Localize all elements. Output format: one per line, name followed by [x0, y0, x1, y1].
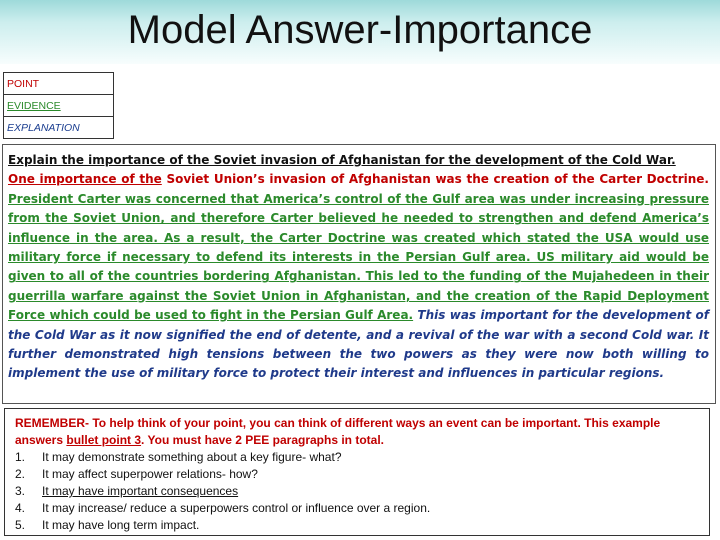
list-text: It may have important consequences	[42, 484, 239, 498]
list-item	[15, 449, 703, 466]
list-text: It may have long term impact.	[42, 518, 200, 532]
remember-intro	[15, 415, 703, 449]
remember-bullet-ref: bullet point 3	[66, 433, 142, 447]
list-number: 5.	[15, 518, 26, 532]
key-evidence: EVIDENCE	[4, 95, 114, 117]
list-number: 4.	[15, 501, 26, 515]
page-title: Model Answer-Importance	[127, 8, 593, 52]
list-text: It may increase/ reduce a superpowers control or influence over a region.	[42, 501, 431, 515]
remember-box	[4, 408, 710, 536]
key-point: POINT	[4, 73, 114, 95]
list-item	[15, 466, 703, 483]
list-item	[15, 483, 703, 500]
explanation-text: This was important for the development of the Cold War as it now signified the end of detente, and a revival of the war with a second Cold war. It further demonstrated high tensions between the two powers as they were now both willing to implement the use of military force to protect their interest and influences in particular regions.	[8, 308, 709, 381]
pee-key-table	[3, 72, 114, 139]
point-text: Soviet Union’s invasion of Afghanistan was the creation of the Carter Doctrine.	[161, 172, 709, 187]
list-number: 3.	[15, 484, 26, 498]
list-item	[15, 500, 703, 517]
remember-intro-end: . You must have 2 PEE paragraphs in total.	[141, 433, 384, 447]
list-number: 1.	[15, 450, 26, 464]
list-text: It may demonstrate something about a key figure- what?	[42, 450, 342, 464]
list-text: It may affect superpower relations- how?	[42, 467, 258, 481]
key-explanation: EXPLANATION	[4, 117, 114, 139]
importance-list	[15, 449, 703, 534]
evidence-text: President Carter was concerned that America’s control of the Gulf area was under increasing pressure from the Soviet Union, and therefore Carter believed he needed to strengthen and defend America’s influence in the area. As a result, the Carter Doctrine was created which stated the USA would use military force if necessary to defend its interests in the Persian Gulf area. US military aid would be given to all of the countries bordering Afghanistan. This led to the funding of the Mujahedeen in their guerrilla warfare against the Soviet Union in Afghanistan, and the creation of the Rapid Deployment Force which could be used to fight in the Persian Gulf Area.	[8, 191, 709, 323]
list-number: 2.	[15, 467, 26, 481]
model-answer-box	[2, 144, 716, 404]
remember-intro-text: REMEMBER- To help think of your point, you can think of different ways an event can be important. This example answers	[15, 416, 661, 447]
point-text-underlined: One importance of the	[8, 172, 162, 187]
list-item	[15, 517, 703, 534]
question-text: Explain the importance of the Soviet invasion of Afghanistan for the development of the Cold War.	[8, 153, 676, 167]
